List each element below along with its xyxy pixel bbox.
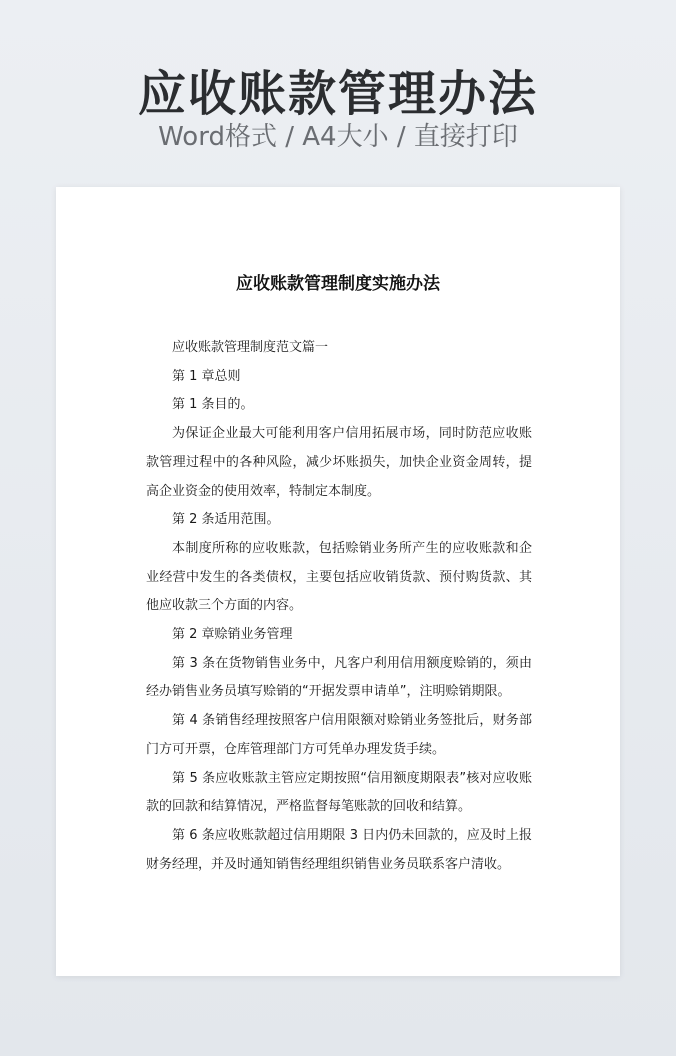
document-paragraph: 第 5 条应收账款主管应定期按照“信用额度期限表”核对应收账款的回款和结算情况，严格监督每笔账款的回收和结算。 bbox=[146, 770, 532, 815]
document-paragraph: 第 1 章总则 bbox=[172, 368, 241, 384]
document-paragraph: 第 2 章赊销业务管理 bbox=[172, 627, 293, 643]
document-paragraph: 第 2 条适用范围。 bbox=[172, 512, 280, 528]
document-paragraph: 应收账款管理制度范文篇一 bbox=[172, 340, 329, 355]
document-body bbox=[146, 334, 532, 879]
document-title: 应收账款管理制度实施办法 bbox=[236, 274, 440, 294]
document-page bbox=[56, 187, 620, 976]
document-paragraph: 第 1 条目的。 bbox=[172, 397, 254, 413]
banner-subtitle: Word格式 / A4大小 / 直接打印 bbox=[158, 122, 518, 152]
document-paragraph: 为保证企业最大可能利用客户信用拓展市场，同时防范应收账款管理过程中的各种风险，减少坏账损失，加快企业资金周转，提高企业资金的使用效率，特制定本制度。 bbox=[146, 426, 532, 499]
document-paragraph: 第 3 条在货物销售业务中，凡客户利用信用额度赊销的，须由经办销售业务员填写赊销的“开据发票申请单”，注明赊销期限。 bbox=[146, 655, 532, 700]
document-paragraph: 第 6 条应收账款超过信用期限 3 日内仍未回款的，应及时上报财务经理，并及时通知销售经理组织销售业务员联系客户清收。 bbox=[146, 827, 532, 872]
document-paragraph: 本制度所称的应收账款，包括赊销业务所产生的应收账款和企业经营中发生的各类债权，主要包括应收销货款、预付购货款、其他应收款三个方面的内容。 bbox=[146, 540, 532, 614]
banner-title: 应收账款管理办法 bbox=[137, 66, 538, 122]
document-paragraph: 第 4 条销售经理按照客户信用限额对赊销业务签批后，财务部门方可开票，仓库管理部门方可凭单办理发货手续。 bbox=[146, 713, 532, 757]
